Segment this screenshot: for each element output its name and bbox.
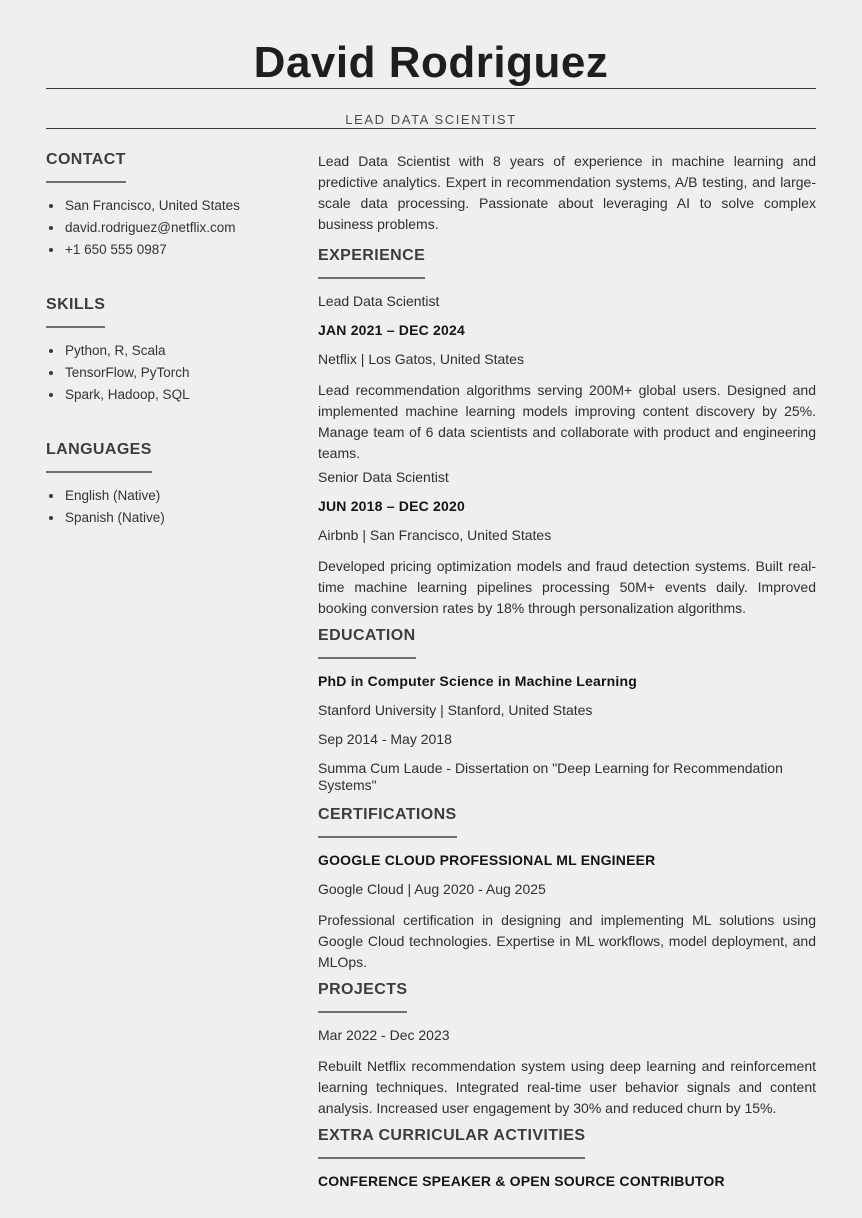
section-skills [46,296,290,403]
education-note: Summa Cum Laude - Dissertation on "Deep Learning for Recommendation Systems" [318,760,783,793]
section-underline [46,181,126,183]
education-school: Stanford University | Stanford, United States [318,702,593,718]
section-underline [318,657,416,659]
experience-heading-block [318,247,425,279]
candidate-name: David Rodriguez [253,38,609,87]
job-company: Netflix | Los Gatos, United States [318,351,524,367]
project-dates: Mar 2022 - Dec 2023 [318,1027,450,1043]
contact-item-location: San Francisco, United States [46,197,290,214]
languages-list [46,487,290,526]
skill-item: Spark, Hadoop, SQL [46,386,290,403]
language-item: Spanish (Native) [46,509,290,526]
project-description: Rebuilt Netflix recommendation system using deep learning and reinforcement learning techniques. Integrated real-time user behavior signals and content analysis. Increased user engagement by 30% and reduced churn by 15%. [318,1058,816,1116]
extra-heading: EXTRA CURRICULAR ACTIVITIES [318,1127,586,1144]
language-item: English (Native) [46,487,290,504]
body-columns [46,151,816,1202]
section-experience [318,247,816,619]
job-description: Developed pricing optimization models and fraud detection systems. Built real-time machine learning pipelines processing 50M+ events daily. Improved booking conversion rates by 18% through personalization algorithms. [318,558,816,616]
skills-list [46,342,290,403]
section-underline [46,471,152,473]
skills-heading-block [46,296,105,328]
section-underline [46,326,105,328]
extra-heading-block [318,1127,585,1159]
certification-description: Professional certification in designing and implementing ML solutions using Google Cloud technologies. Expertise in ML workflows, model deployment, and MLOps. [318,912,816,970]
section-extra-curricular [318,1127,816,1190]
section-underline [318,1157,585,1159]
experience-entry [318,469,816,619]
section-languages [46,441,290,526]
section-underline [318,1011,407,1013]
job-dates: JAN 2021 – DEC 2024 [318,322,465,338]
section-projects [318,981,816,1119]
skill-item: TensorFlow, PyTorch [46,364,290,381]
skill-item: Python, R, Scala [46,342,290,359]
section-underline [318,277,425,279]
extra-title: CONFERENCE SPEAKER & OPEN SOURCE CONTRIBUTOR [318,1173,725,1189]
experience-entry [318,293,816,464]
projects-heading-block [318,981,407,1013]
section-certifications [318,806,816,973]
job-title: Senior Data Scientist [318,469,449,485]
contact-item-phone: +1 650 555 0987 [46,241,290,258]
subtitle-divider [46,128,816,129]
certification-issuer: Google Cloud | Aug 2020 - Aug 2025 [318,881,546,897]
contact-heading-block [46,151,126,183]
skills-heading: SKILLS [46,296,106,313]
job-dates: JUN 2018 – DEC 2020 [318,498,465,514]
contact-item-email: david.rodriguez@netflix.com [46,219,290,236]
section-underline [318,836,457,838]
job-company: Airbnb | San Francisco, United States [318,527,552,543]
certifications-heading-block [318,806,457,838]
sidebar [46,151,290,1202]
education-degree: PhD in Computer Science in Machine Learning [318,673,637,689]
section-education [318,627,816,794]
experience-heading: EXPERIENCE [318,247,426,264]
projects-heading: PROJECTS [318,981,408,998]
job-title: Lead Data Scientist [318,293,440,309]
section-contact [46,151,290,258]
main-column [318,151,816,1202]
header-divider [46,88,816,89]
profile-summary: Lead Data Scientist with 8 years of experience in machine learning and predictive analytics. Expert in recommendation systems, A/B testing, and large-scale data processing. Passionate about leveraging AI to solve complex business problems. [318,153,816,232]
headline-role: LEAD DATA SCIENTIST [345,112,517,127]
education-heading-block [318,627,416,659]
certification-title: GOOGLE CLOUD PROFESSIONAL ML ENGINEER [318,852,656,868]
job-description: Lead recommendation algorithms serving 200M+ global users. Designed and implemented machine learning models improving content discovery by 25%. Manage team of 6 data scientists and collaborate with product and engineering teams. [318,382,816,461]
education-dates: Sep 2014 - May 2018 [318,731,452,747]
education-heading: EDUCATION [318,627,416,644]
languages-heading: LANGUAGES [46,441,152,458]
contact-heading: CONTACT [46,151,126,168]
certifications-heading: CERTIFICATIONS [318,806,457,823]
contact-list [46,197,290,258]
languages-heading-block [46,441,152,473]
